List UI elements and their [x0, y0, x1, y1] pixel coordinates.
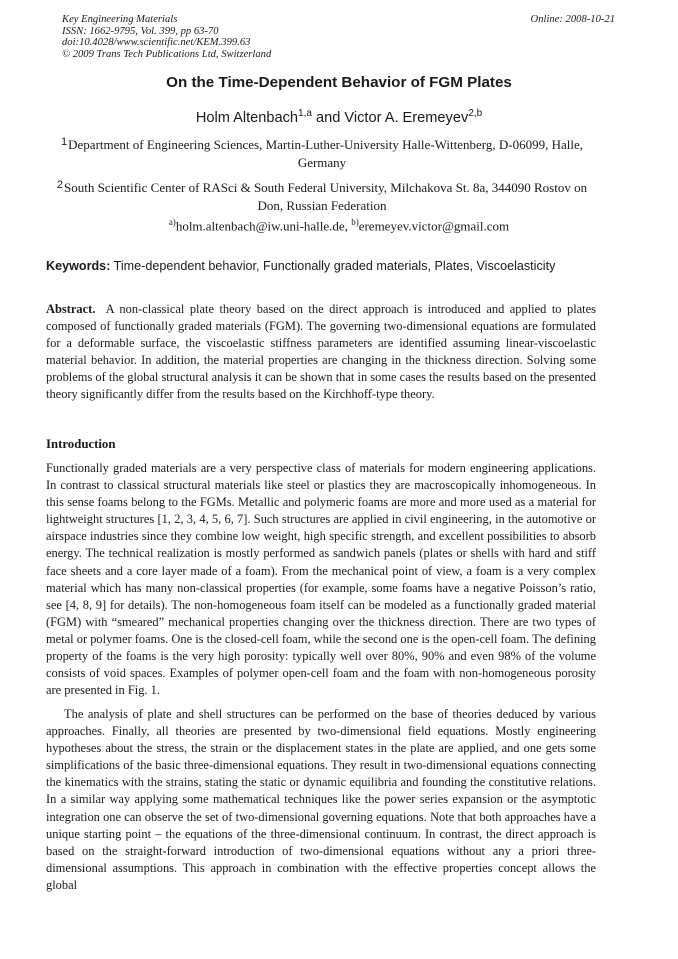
affiliation-1 — [46, 134, 598, 171]
author-line — [0, 105, 678, 127]
affiliation-text: Department of Engineering Sciences, Martin-Luther-University Halle-Wittenberg, D-06099, Halle, Germany — [68, 137, 583, 170]
email-mark: a) — [168, 217, 176, 227]
keywords-label: Keywords: — [46, 259, 111, 273]
journal-name: Key Engineering Materials — [62, 14, 178, 25]
author-conjunction: and — [311, 109, 345, 126]
body-paragraph: Functionally graded materials are a very perspective class of materials for modern engineering applications. In contrast to classical structural materials like steel or plastics they are macroscopically inhomogeneous. In this sense foams belong to the FGMs. Metallic and polymeric foams are more and more used as a material for lightweight structures [1, 2, 3, 4, 5, 6, 7]. Such structures are applied in civil engineering, in the automotive or airspace industries since they combine low weight, high specific strength, and excellent possibilities to absorb energy. The technical realization is mostly performed as sandwich panels (plates or shells with hard and stiff face sheets and a core layer made of a foam). From the mechanical point of view, a foam is a very complex material which has many non-classical properties (for example, some foams have a negative Poisson’s ratio, see [4, 8, 9] for details). The non-homogeneous foam itself can be modeled as a functionally graded material (FGM) with “smeared” mechanical properties changing over the thickness direction. There are two types of metal or polymer foams. One is the closed-cell foam, while the second one is the open-cell foam. The defining property of the foams is the very high porosity: typically well over 80%, 90% and even 98% of the volume consists of void spaces. Examples of polymer open-cell foam and the foam with non-homogeneous porosity are presented in Fig. 1. — [46, 461, 596, 698]
paper-title: On the Time-Dependent Behavior of FGM Plates — [166, 74, 512, 91]
section-heading: Introduction — [46, 437, 116, 451]
abstract — [46, 301, 600, 404]
issn-line: ISSN: 1662-9795, Vol. 399, pp 63-70 — [62, 25, 219, 37]
affiliation-mark: 1 — [61, 136, 68, 148]
email-address: eremeyev.victor@gmail.com — [358, 218, 510, 234]
email-mark: b) — [351, 217, 359, 227]
author-affiliation-mark: 1,a — [298, 108, 312, 119]
affiliation-mark: 2 — [56, 179, 64, 191]
abstract-label: Abstract. — [46, 302, 96, 316]
email-line — [0, 214, 678, 234]
keywords — [46, 258, 606, 274]
affiliation-2 — [46, 177, 598, 214]
body-paragraph: The analysis of plate and shell structures can be performed on the base of theories deduced by various approaches. Finally, all theories are presented by two-dimensional field equations. Mostly engineering hypotheses about the stress, the strain or the displacement states in the plate are applied, and one gets some simplifications of the basic three-dimensional equations. They result in two-dimensional equations connecting the kinematics with the strains, stating the static or dynamic equilibria and founding the constitutive relations. In a similar way applying some mathematical techniques like the power series expansion or the asymptotic integration one can observe the set of two-dimensional governing equations. Note that both approaches have a unique starting point – the equations of the three-dimensional continuum. In contrast, the direct approach is based on the straight-forward introduction of two-dimensional equations without any a priori three-dimensional assumptions. This approach in combination with the effective properties concept allows the global — [46, 707, 596, 892]
keywords-text: Time-dependent behavior, Functionally graded materials, Plates, Viscoelasticity — [110, 259, 556, 273]
email-address: holm.altenbach@iw.uni-halle.de, — [175, 218, 352, 234]
affiliation-text: South Scientific Center of RASci & South Federal University, Milchakova St. 8a, 344090 Rostov on Don, Russian Federation — [64, 180, 588, 213]
copyright-line: © 2009 Trans Tech Publications Ltd, Switzerland — [62, 48, 272, 60]
doi-line: doi:10.4028/www.scientific.net/KEM.399.63 — [62, 37, 251, 49]
journal-header — [62, 14, 615, 60]
author-name: Holm Altenbach — [195, 109, 299, 126]
online-date: Online: 2008-10-21 — [530, 14, 615, 25]
author-affiliation-mark: 2,b — [468, 108, 483, 119]
author-name: Victor A. Eremeyev — [344, 109, 469, 126]
abstract-text: A non-classical plate theory based on the direct approach is introduced and applied to plates composed of functionally graded materials (FGM). The governing two-dimensional equations are formulated for a deformable surface, the viscoelastic stiffness parameters are identified assuming linear-viscoelastic material behavior. In addition, the material properties are changing in the thickness direction. Solving some problems of the global structural analysis it can be shown that in some cases the results based on the presented theory significantly differ from the results based on the Kirchhoff-type theory. — [46, 302, 600, 402]
